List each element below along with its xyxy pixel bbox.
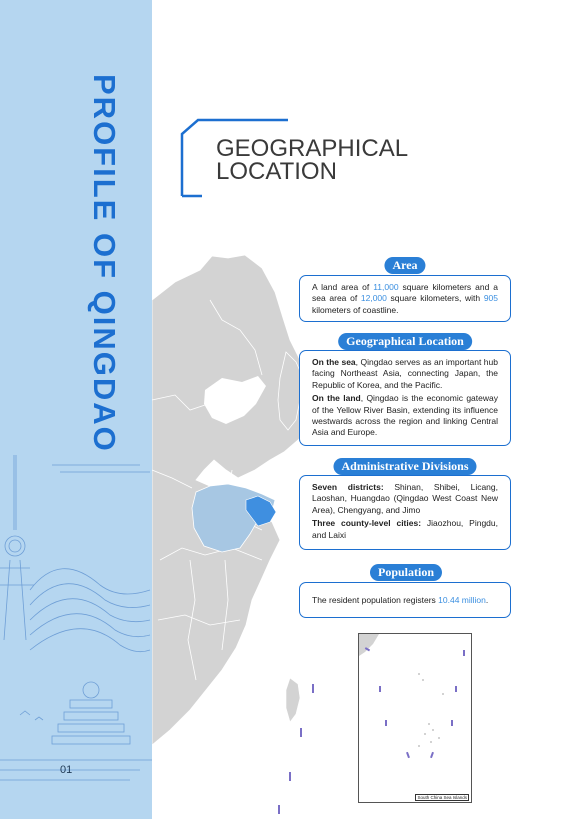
sidebar-title: PROFILE OF QINGDAO [87,74,122,453]
divisions-label: Administrative Divisions [333,458,476,475]
population-text: The resident population registers 10.44 million. [312,595,489,605]
south-china-sea-inset-map [358,633,472,803]
districts-text: Seven districts: Shinan, Shibei, Licang, Laoshan, Huangdao (Qingdao West Coast New Area), Chengyang, and Jimo [312,482,498,515]
coastline-value: 905 [483,293,499,304]
divisions-box [299,475,511,550]
sidebar [0,0,152,819]
taiwan-island [286,678,300,722]
page-title [216,137,408,183]
area-text: A land area of 11,000 square kilometers and a sea area of 12,000 square kilometers, with 905 kilometers of coastline. [312,282,499,315]
area-box [299,275,511,322]
location-land-text: On the land, Qingdao is the economic gateway of the Yellow River Basin, extending its influence westwards across the region and linking Central Asia and Europe. [312,393,498,438]
page-number: 01 [60,764,73,776]
population-value: 10.44 million [438,595,486,605]
land-area-value: 11,000 [373,282,399,292]
title-line-1: GEOGRAPHICAL [216,135,409,162]
inset-map-drawing [359,634,471,802]
cities-text: Three county-level cities: Jiaozhou, Pingdu, and Laixi [312,518,498,540]
sea-area-value: 12,000 [360,293,387,304]
area-label: Area [384,257,425,274]
location-box [299,350,511,446]
population-label: Population [370,564,442,581]
inset-map-label: South China Sea Islands [417,795,467,800]
title-line-2: LOCATION [216,158,337,185]
tower-skyline-illustration [0,0,152,819]
location-sea-text: On the sea, Qingdao serves as an important hub facing Northeast Asia, connecting Japan, the Republic of Korea, and the Pacific. [312,357,498,390]
population-box [299,582,511,618]
location-label: Geographical Location [338,333,472,350]
